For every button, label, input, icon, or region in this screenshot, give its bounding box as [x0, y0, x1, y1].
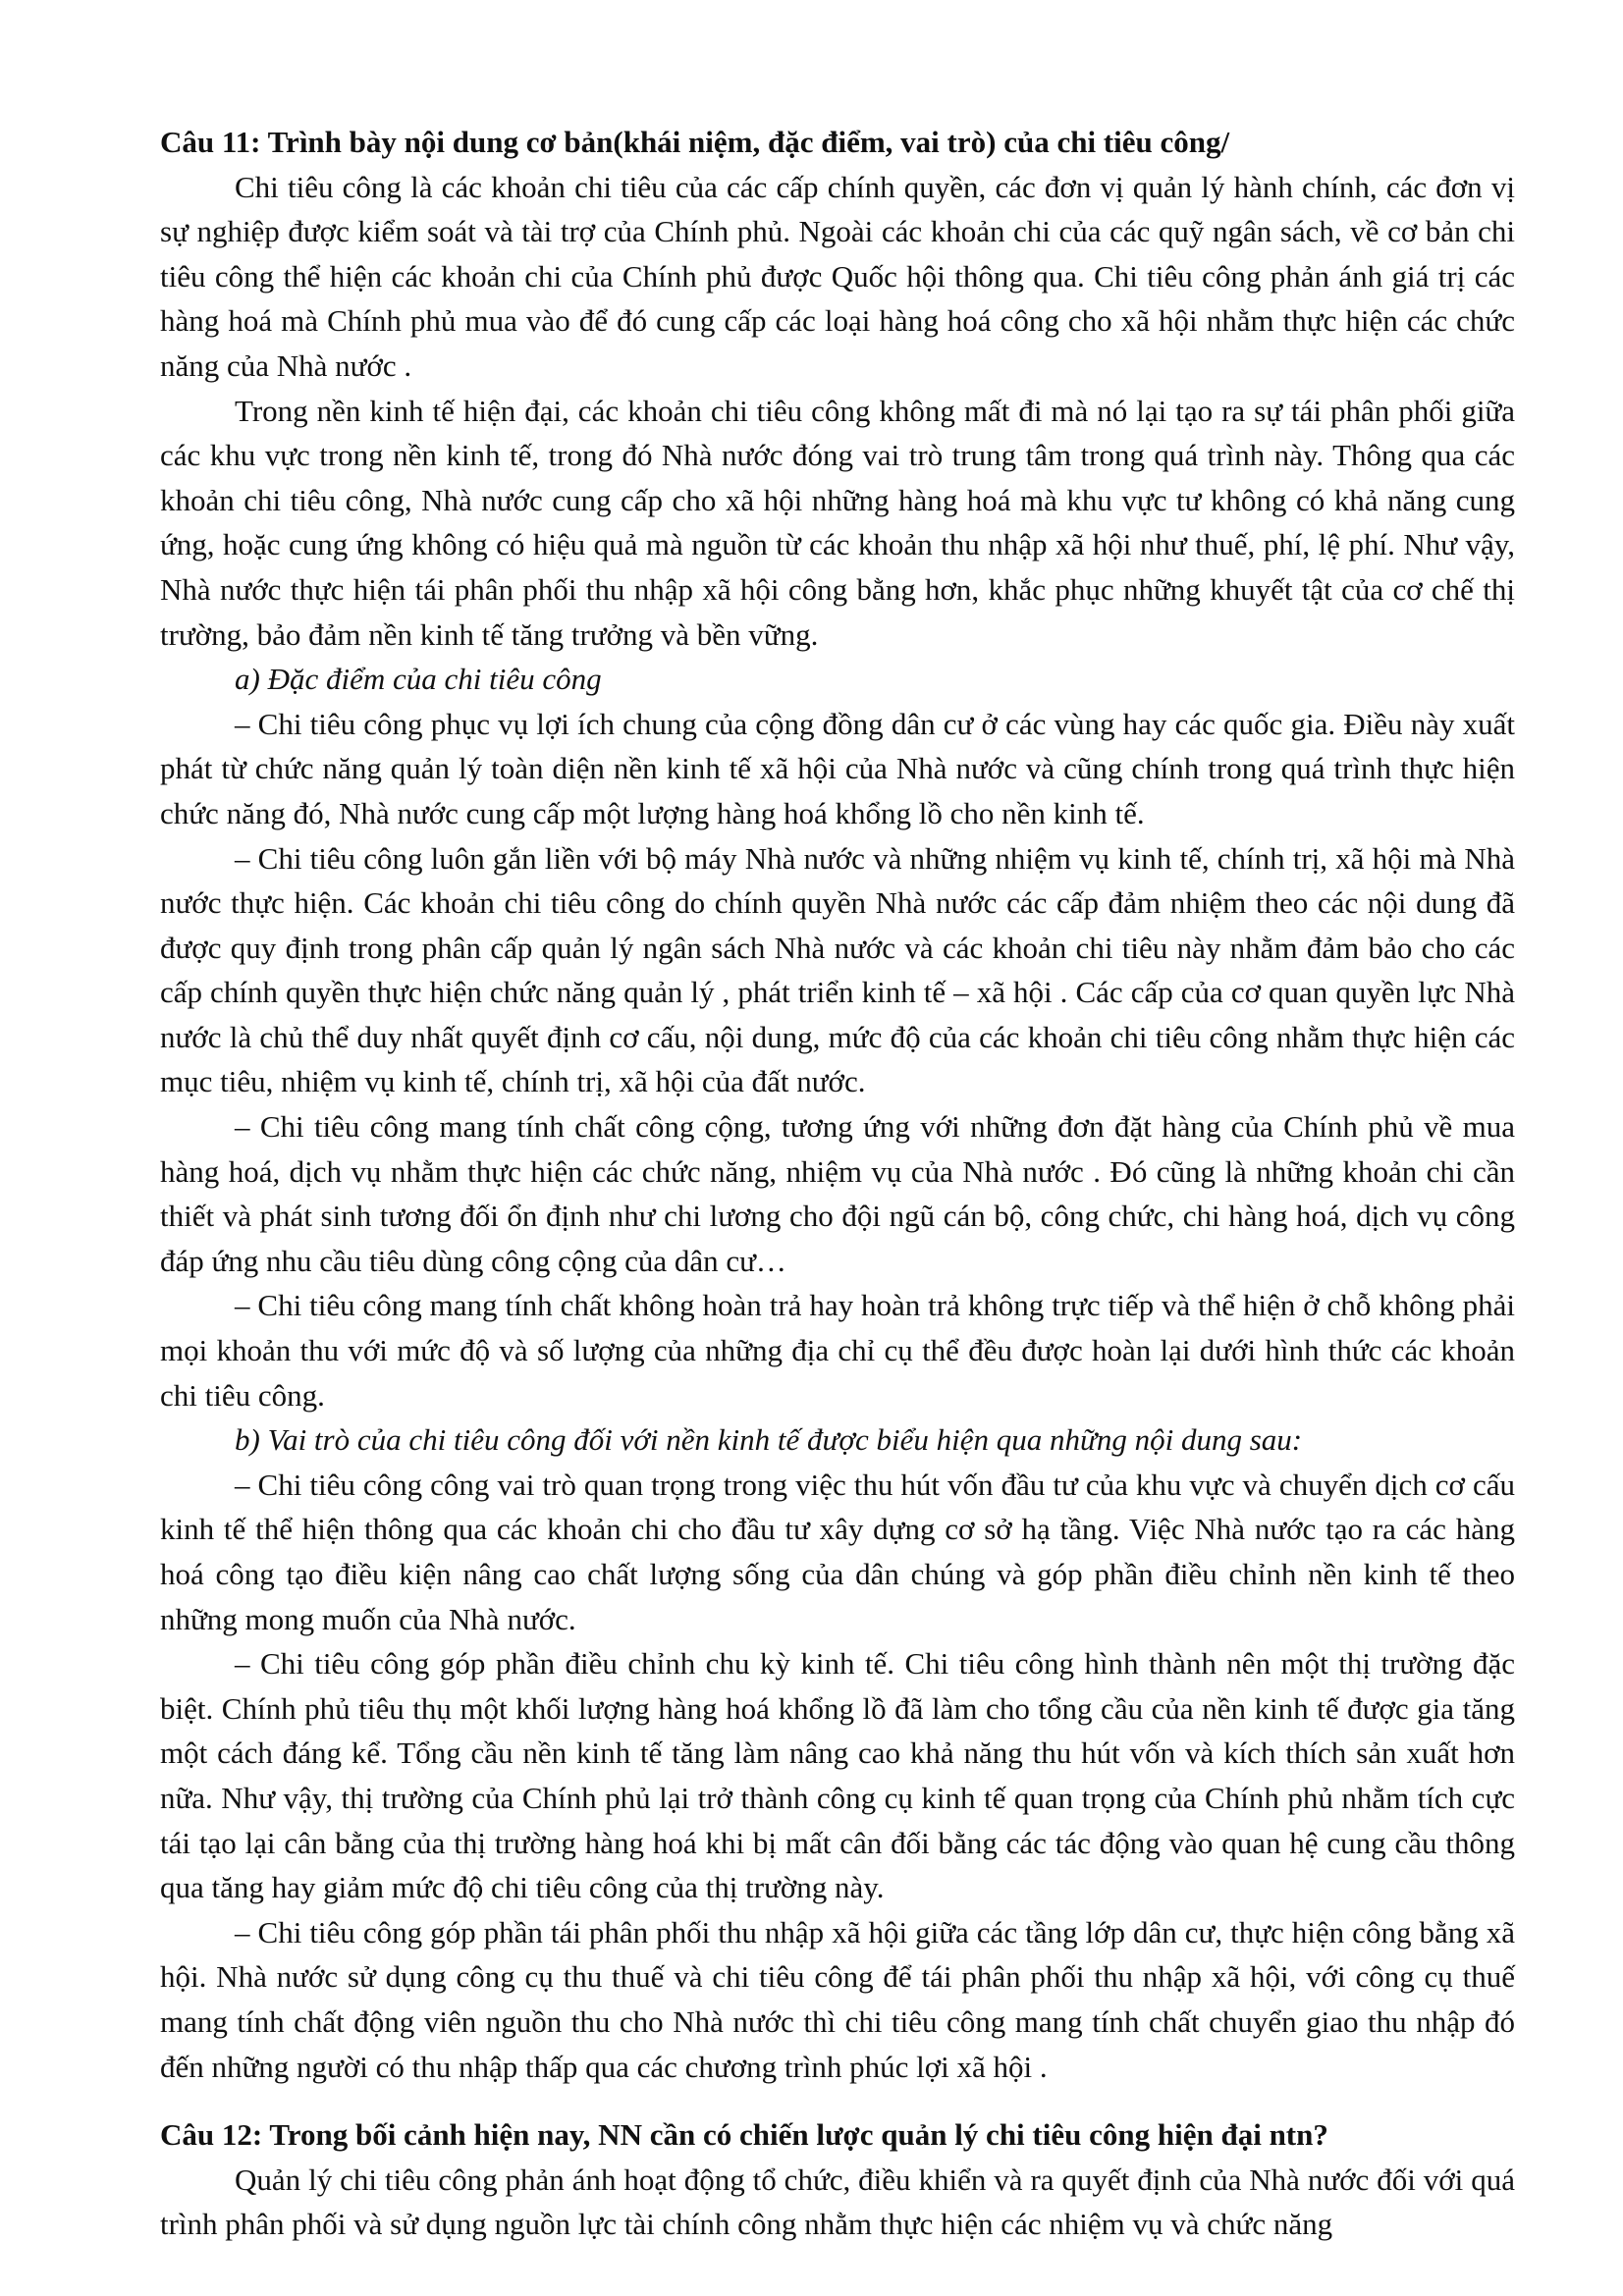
- section-b-item: – Chi tiêu công công vai trò quan trọng trong việc thu hút vốn đầu tư của khu vực và chuyển dịch cơ cấu kinh tế thể hiện thông qua các khoản chi cho đầu tư xây dựng cơ sở hạ tầng. Việc Nhà nước tạo ra các hàng hoá công tạo điều kiện nâng cao chất lượng sống của dân chúng và góp phần điều chỉnh nền kinh tế theo những mong muốn của Nhà nước.: [160, 1467, 1515, 1636]
- section-a-item: – Chi tiêu công luôn gắn liền với bộ máy Nhà nước và những nhiệm vụ kinh tế, chính trị, xã hội mà Nhà nước thực hiện. Các khoản chi tiêu công do chính quyền Nhà nước các cấp đảm nhiệm theo các nội dung đã được quy định trong phân cấp quản lý ngân sách Nhà nước và các khoản chi tiêu này nhằm đảm bảo cho các cấp chính quyền thực hiện chức năng quản lý , phát triển kinh tế – xã hội . Các cấp của cơ quan quyền lực Nhà nước là chủ thể duy nhất quyết định cơ cấu, nội dung, mức độ của các khoản chi tiêu công nhằm thực hiện các mục tiêu, nhiệm vụ kinh tế, chính trị, xã hội của đất nước.: [160, 840, 1515, 1099]
- section-b-item: – Chi tiêu công góp phần tái phân phối thu nhập xã hội giữa các tầng lớp dân cư, thực hiện công bằng xã hội. Nhà nước sử dụng công cụ thu thuế và chi tiêu công để tái phân phối thu nhập xã hội, với công cụ thuế mang tính chất động viên nguồn thu cho Nhà nước thì chi tiêu công mang tính chất chuyển giao thu nhập đó đến những người có thu nhập thấp qua các chương trình phúc lợi xã hội .: [160, 1914, 1515, 2084]
- section-b-item: – Chi tiêu công góp phần điều chỉnh chu kỳ kinh tế. Chi tiêu công hình thành nên một thị trường đặc biệt. Chính phủ tiêu thụ một khối lượng hàng hoá khổng lồ đã làm cho tổng cầu của nền kinh tế được gia tăng một cách đáng kể. Tổng cầu nền kinh tế tăng làm nâng cao khả năng thu hút vốn và kích thích sản xuất hơn nữa. Như vậy, thị trường của Chính phủ lại trở thành công cụ kinh tế quan trọng của Chính phủ nhằm tích cực tái tạo lại cân bằng của thị trường hàng hoá khi bị mất cân đối bằng các tác động vào quan hệ cung cầu thông qua tăng hay giảm mức độ chi tiêu công của thị trường này.: [160, 1646, 1515, 1905]
- section-a-item: – Chi tiêu công mang tính chất không hoàn trả hay hoàn trả không trực tiếp và thể hiện ở chỗ không phải mọi khoản thu với mức độ và số lượng của những địa chỉ cụ thể đều được hoàn lại dưới hình thức các khoản chi tiêu công.: [160, 1288, 1515, 1413]
- question-12-heading: Câu 12: Trong bối cảnh hiện nay, NN cần có chiến lược quản lý chi tiêu công hiện đại ntn?: [160, 2117, 1328, 2153]
- q12-intro-paragraph: Quản lý chi tiêu công phản ánh hoạt động tổ chức, điều khiển và ra quyết định của Nhà nước đối với quá trình phân phối và sử dụng nguồn lực tài chính công nhằm thực hiện các nhiệm vụ và chức năng: [160, 2162, 1515, 2242]
- section-spacer: [160, 2089, 1515, 2112]
- section-a-item: – Chi tiêu công mang tính chất công cộng, tương ứng với những đơn đặt hàng của Chính phủ về mua hàng hoá, dịch vụ nhằm thực hiện các chức năng, nhiệm vụ của Nhà nước . Đó cũng là những khoản chi cần thiết và phát sinh tương đối ổn định như chi lương cho đội ngũ cán bộ, công chức, chi hàng hoá, dịch vụ công đáp ứng nhu cầu tiêu dùng công cộng của dân cư…: [160, 1109, 1515, 1278]
- section-a-heading: a) Đặc điểm của chi tiêu công: [235, 662, 602, 697]
- q11-definition-paragraph: Chi tiêu công là các khoản chi tiêu của các cấp chính quyền, các đơn vị quản lý hành chính, các đơn vị sự nghiệp được kiểm soát và tài trợ của Chính phủ. Ngoài các khoản chi của các quỹ ngân sách, về cơ bản chi tiêu công thể hiện các khoản chi của Chính phủ được Quốc hội thông qua. Chi tiêu công phản ánh giá trị các hàng hoá mà Chính phủ mua vào để đó cung cấp các loại hàng hoá công cho xã hội nhằm thực hiện các chức năng của Nhà nước .: [160, 169, 1515, 383]
- section-a-item: – Chi tiêu công phục vụ lợi ích chung của cộng đồng dân cư ở các vùng hay các quốc gia. Điều này xuất phát từ chức năng quản lý toàn diện nền kinh tế xã hội của Nhà nước và cũng chính trong quá trình thực hiện chức năng đó, Nhà nước cung cấp một lượng hàng hoá khổng lồ cho nền kinh tế.: [160, 706, 1515, 830]
- question-11-heading: Câu 11: Trình bày nội dung cơ bản(khái niệm, đặc điểm, vai trò) của chi tiêu công/: [160, 125, 1230, 159]
- section-b-heading: b) Vai trò của chi tiêu công đối với nền kinh tế được biểu hiện qua những nội dung sau:: [235, 1422, 1303, 1458]
- q11-modern-economy-paragraph: Trong nền kinh tế hiện đại, các khoản chi tiêu công không mất đi mà nó lại tạo ra sự tái phân phối giữa các khu vực trong nền kinh tế, trong đó Nhà nước đóng vai trò trung tâm trong quá trình này. Thông qua các khoản chi tiêu công, Nhà nước cung cấp cho xã hội những hàng hoá mà khu vực tư không có khả năng cung ứng, hoặc cung ứng không có hiệu quả mà nguồn từ các khoản thu nhập xã hội như thuế, phí, lệ phí. Như vậy, Nhà nước thực hiện tái phân phối thu nhập xã hội công bằng hơn, khắc phục những khuyết tật của cơ chế thị trường, bảo đảm nền kinh tế tăng trưởng và bền vững.: [160, 393, 1515, 652]
